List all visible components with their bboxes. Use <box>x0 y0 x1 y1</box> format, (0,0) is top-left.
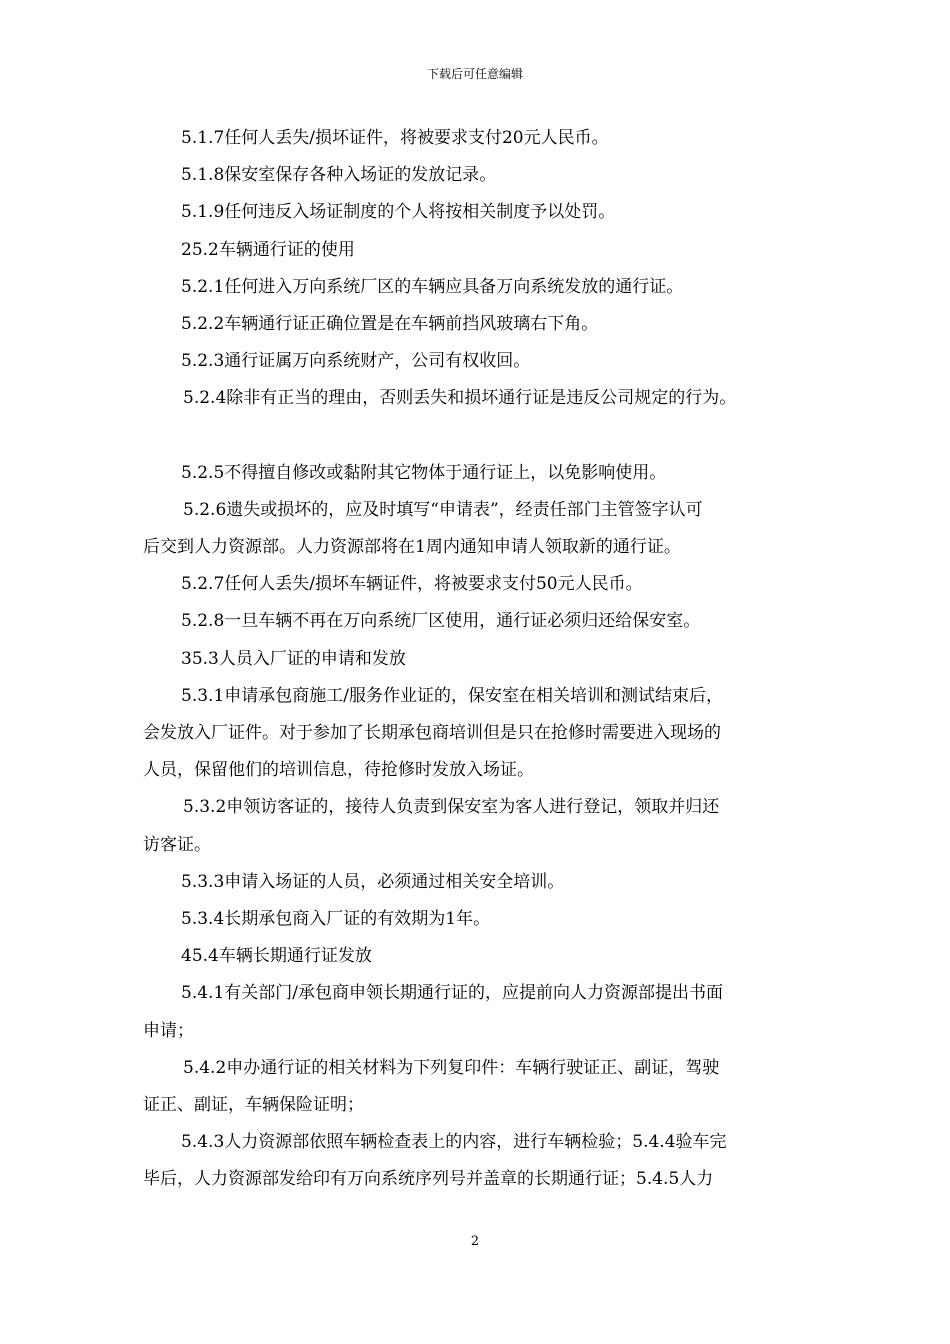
document-body <box>143 120 811 1199</box>
paragraph-line: 访客证。 <box>143 834 211 855</box>
paragraph-line: 5.2.1任何进入万向系统厂区的车辆应具备万向系统发放的通行证。 <box>181 276 684 297</box>
paragraph <box>143 1124 811 1198</box>
paragraph <box>143 306 811 343</box>
paragraph-line: 证正、副证，车辆保险证明； <box>143 1095 364 1116</box>
paragraph-line: 5.1.9任何违反入场证制度的个人将按相关制度予以处罚。 <box>181 202 616 223</box>
paragraph <box>143 455 811 492</box>
paragraph-line: 毕后，人力资源部发给印有万向系统序列号并盖章的长期通行证；5.4.5人力 <box>143 1169 714 1190</box>
paragraph-line: 5.3.4长期承包商入厂证的有效期为1年。 <box>181 909 491 930</box>
paragraph-line: 5.1.7任何人丢失/损坏证件，将被要求支付20元人民币。 <box>181 128 609 148</box>
paragraph-line: 人员，保留他们的培训信息，待抢修时发放入场证。 <box>143 760 534 781</box>
paragraph <box>143 975 811 1049</box>
paragraph-line: 会发放入厂证件。对于参加了长期承包商培训但是只在抢修时需要进入现场的 <box>143 723 721 744</box>
paragraph <box>143 566 811 603</box>
paragraph <box>143 789 811 863</box>
paragraph <box>143 120 811 157</box>
page-header: 下载后可任意编辑 <box>426 67 523 81</box>
paragraph-line: 5.1.8保安室保存各种入场证的发放记录。 <box>181 165 497 186</box>
paragraph <box>143 194 811 231</box>
paragraph <box>143 269 811 306</box>
paragraph <box>143 232 811 269</box>
paragraph-line: 5.2.3通行证属万向系统财产，公司有权收回。 <box>181 351 531 372</box>
paragraph <box>143 864 811 901</box>
paragraph-line: 5.4.2申办通行证的相关材料为下列复印件：车辆行驶证正、副证，驾驶 <box>183 1057 720 1078</box>
paragraph-line: 35.3人员入厂证的申请和发放 <box>181 648 406 669</box>
paragraph <box>143 603 811 640</box>
paragraph <box>143 641 811 678</box>
paragraph-line: 5.4.3人力资源部依照车辆检查表上的内容，进行车辆检验；5.4.4验车完 <box>181 1132 727 1153</box>
paragraph <box>143 157 811 194</box>
paragraph-line: 5.2.2车辆通行证正确位置是在车辆前挡风玻璃右下角。 <box>181 314 599 335</box>
paragraph-line: 45.4车辆长期通行证发放 <box>181 946 372 967</box>
paragraph <box>143 492 811 566</box>
paragraph-line: 25.2车辆通行证的使用 <box>181 239 355 260</box>
paragraph-line: 5.2.4除非有正当的理由，否则丢失和损坏通行证是违反公司规定的行为。 <box>183 388 737 409</box>
paragraph-line: 5.2.8一旦车辆不再在万向系统厂区使用，通行证必须归还给保安室。 <box>181 611 701 632</box>
paragraph-line: 5.4.1有关部门/承包商申领长期通行证的，应提前向人力资源部提出书面 <box>181 983 723 1004</box>
paragraph <box>143 343 811 380</box>
paragraph <box>143 901 811 938</box>
paragraph <box>143 380 811 417</box>
paragraph <box>143 678 811 790</box>
paragraph-line: 5.2.5不得擅自修改或黏附其它物体于通行证上，以免影响使用。 <box>181 462 667 483</box>
paragraph-line: 5.3.3申请入场证的人员，必须通过相关安全培训。 <box>181 871 565 892</box>
paragraph-gap <box>143 418 811 455</box>
paragraph-line: 5.3.2申领访客证的，接待人负责到保安室为客人进行登记，领取并归还 <box>183 797 720 818</box>
paragraph <box>143 938 811 975</box>
paragraph-line: 申请； <box>143 1020 194 1041</box>
paragraph-line: 5.3.1申请承包商施工/服务作业证的，保安室在相关培训和测试结束后， <box>181 685 723 706</box>
paragraph-line: 5.2.7任何人丢失/损坏车辆证件，将被要求支付50元人民币。 <box>181 574 643 595</box>
page-number: 2 <box>470 1234 480 1249</box>
paragraph-line: 5.2.6遗失或损坏的，应及时填写“申请表”，经责任部门主管签字认可 <box>183 499 703 520</box>
paragraph <box>143 1050 811 1124</box>
paragraph-line: 后交到人力资源部。人力资源部将在1周内通知申请人领取新的通行证。 <box>143 537 681 558</box>
